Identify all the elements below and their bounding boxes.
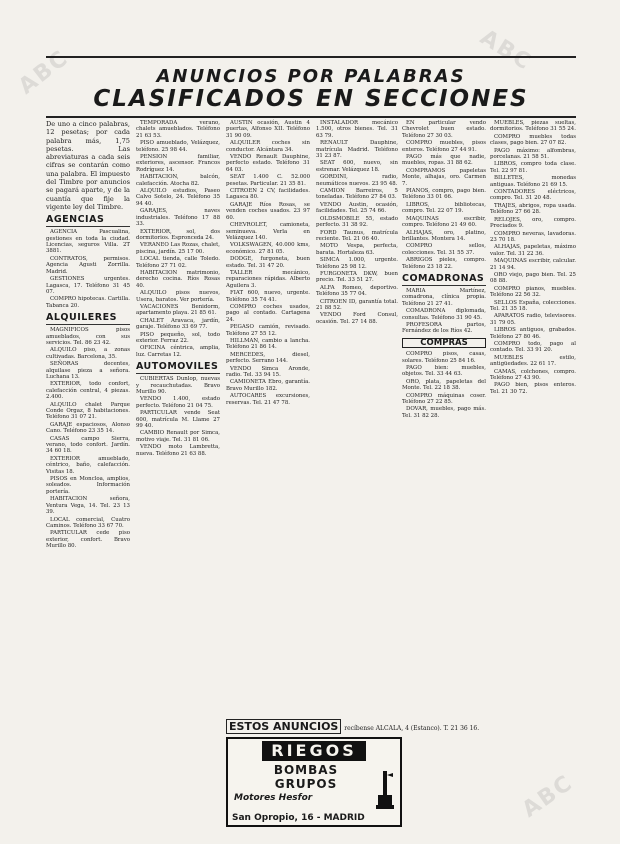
classified-ad: VENDO Simca Aronde, radio. Tel. 33 94 15.: [226, 365, 310, 379]
classified-ad: DOVAR, muebles, pago más. Tel. 31 82 28.: [402, 406, 486, 419]
abc-watermark: ABC: [517, 770, 579, 823]
classified-ad: APARATOS radio, televisores. 31 79 05.: [490, 313, 576, 326]
classified-ad: COMPRAMOS papeletas Monte, alhajas, oro. Carmen 7.: [402, 167, 486, 187]
classified-ad: COMPRO muebles todas clases, pago bien. 27 07 82.: [490, 133, 576, 147]
classified-ad: PARTICULAR cede piso exterior, confort. Bravo Murillo 80.: [46, 530, 130, 550]
classified-ad: CONTADORES eléctricos, compro. Tel. 31 20 48.: [490, 189, 576, 202]
classified-ad: VENDO Renault Dauphine, perfecto estado. Teléfono 31 64 03.: [226, 154, 310, 173]
classified-ad: EN particular vendo Chevrolet buen estado. Teléfono 27 30 03.: [402, 120, 486, 139]
classified-ad: CHEVROLET, camioneta, seminueva. Verla en Velázquez 140.: [226, 222, 310, 241]
classified-ad: LIBROS, compro toda clase. Tel. 22 97 81.: [490, 161, 576, 174]
classified-ad: FORD Taunus, matrícula reciente. Tel. 21 06 40.: [316, 229, 398, 242]
classified-ad: PEGASO camión, revisado. Teléfono 27 55 12.: [226, 324, 310, 337]
section-heading-alquileres: ALQUILERES: [46, 312, 130, 325]
classified-ad: MAQUINAS escribir, compro. Teléfono 21 49 60.: [402, 215, 486, 229]
classified-ad: AUSTIN ocasión, Austin 4 puertas, Alfonso XII. Teléfono 31 90 09.: [226, 120, 310, 139]
classified-ad: LIBROS antiguos, grabados. Teléfono 27 80 46.: [490, 327, 576, 340]
classified-ad: MUEBLES, piezas sueltas, dormitorios. Teléfono 31 55 24.: [490, 120, 576, 133]
classified-ad: COMPRO muebles, pisos enteros. Teléfono 27 44 91.: [402, 140, 486, 153]
classified-ad: COMPRO máquinas coser. Teléfono 27 22 85.: [402, 392, 486, 406]
classified-ad: FURGONETA DKW, buen precio. Tel. 33 51 27.: [316, 270, 398, 284]
column-6: [490, 120, 576, 820]
riegos-ad-grupos: GRUPOS: [274, 777, 338, 791]
classified-ad: GARAJE Ríos Rosas, se venden coches usados. 23 97 60.: [226, 201, 310, 221]
classified-ad: VOLKSWAGEN, 40.000 kms, económico. 27 81 05.: [226, 242, 310, 255]
classified-ad: COMPRO todo, pago al contado. Tel. 33 91 20.: [490, 341, 576, 354]
classified-ad: COMPRO sellos, colecciones. Tel. 31 55 37.: [402, 243, 486, 256]
classified-ad: PENSION familiar, exteriores, ascensor. Francos Rodríguez 14.: [136, 154, 220, 173]
section-heading-agencias: AGENCIAS: [46, 214, 130, 227]
classified-ad: COMPRO neveras, lavadoras. 23 70 18.: [490, 230, 576, 243]
classified-ad: VENDO 1.400, estado perfecto. Teléfono 21 04 75.: [136, 396, 220, 409]
classified-ad: CASAS campo Sierra, verano, todo confort. Jardín. 34 60 18.: [46, 435, 130, 455]
classified-ad: EXTERIOR, todo confort, calefacción central, 4 piezas. 2.400.: [46, 381, 130, 401]
header-title-line2: CLASIFICADOS EN SECCIONES: [93, 86, 529, 112]
classified-ad: MUEBLES estilo, antigüedades. 22 61 17.: [490, 354, 576, 368]
classified-ad: INSTALADOR mecánico 1.500, otros bienes. Tel. 31 63 79.: [316, 120, 398, 139]
riegos-ad-title: RIEGOS: [262, 741, 366, 761]
classified-ad: GORDINI, radio, neumáticos nuevos. 23 95 48.: [316, 174, 398, 187]
classified-ad: HABITACION matrimonio, derecho cocina. Ríos Rosas 40.: [136, 269, 220, 289]
classified-ad: COMPRO coches usados, pago al contado. Cartagena 24.: [226, 303, 310, 323]
column-5: [402, 120, 486, 820]
classified-ad: ALHAJAS, oro, platino, brillantes. Montera 14.: [402, 229, 486, 242]
classified-ad: PISO amueblado, Velázquez, teléfono. 25 98 44.: [136, 140, 220, 153]
classified-ad: SEÑORAS decentes, alquilase pieza a señora. Luchana 13.: [46, 361, 130, 380]
classified-ad: TALLER mecánico, reparaciones rápidas. Alberto Aguilera 3.: [226, 269, 310, 289]
classifieds-header: [46, 56, 576, 118]
classified-ad: CHALET Aravaca, jardín, garaje. Teléfono 33 69 77.: [136, 317, 220, 331]
classified-ad: ORO, plata, papeletas del Monte. Tel. 22 18 38.: [402, 378, 486, 392]
classified-ad: LOCAL tienda, calle Toledo. Teléfono 27 71 02.: [136, 256, 220, 269]
classified-ad: CAMBIO Renault por Simca, motivo viaje. Tel. 31 81 06.: [136, 430, 220, 443]
classified-ad: CUBIERTAS Dunlop, nuevas y recauchutadas. Bravo Murillo 90.: [136, 376, 220, 396]
header-title-line1: ANUNCIOS POR PALABRAS: [156, 66, 466, 87]
classified-ad: TRAJES, abrigos, ropa usada. Teléfono 27 66 28.: [490, 202, 576, 216]
classified-ad: ALQUILO estudios, Paseo Calvo Sotelo, 24. Teléfono 35 94 40.: [136, 188, 220, 207]
classified-ad: GESTIONES urgentes. Lagasca, 17. Teléfono 31 45 07.: [46, 276, 130, 295]
ad-submission-notice: [226, 720, 480, 734]
classified-ad: SELLOS España, colecciones. Tel. 21 35 18.: [490, 299, 576, 312]
classified-ad: CAMIONETA Ebro, garantía. Bravo Murillo 182.: [226, 379, 310, 392]
classified-ad: LOCAL comercial, Cuatro Caminos. Teléfono 33 67 70.: [46, 516, 130, 529]
classified-ad: COMADRONA diplomada, consultas. Teléfono 31 90 45.: [402, 308, 486, 321]
intro-rates-text: De uno a cinco palabras, 12 pesetas; por cada palabra más, 1,75 pesetas. Las abreviaturas a cada seis cifras se contarán como una palabra. El impuesto del Timbre por anuncios se pagará aparte, y de la cuantía que fije la vigente ley del Timbre.: [46, 120, 130, 211]
classified-ad: COMPRO hipotecas. Cartilla. Tabanca 20.: [46, 296, 130, 309]
classified-ad: PIANOS, compro, pago bien. Teléfono 33 01 66.: [402, 188, 486, 201]
column-4: [316, 120, 398, 716]
classified-ad: PAGO máximo: alfombras, porcelanas. 21 58 51.: [490, 147, 576, 161]
classified-ad: MERCEDES, diesel, perfecto. Serrano 144.: [226, 351, 310, 365]
classified-ad: ALQUILO pisos nuevos, Usera, baratos. Ver portería.: [136, 290, 220, 303]
classified-ad: VACACIONES Benidorm, apartamento playa. 21 85 61.: [136, 303, 220, 317]
classified-ad: SEAT 1.400 C. 52.000 pesetas. Particular. 21 35 81.: [226, 174, 310, 187]
column-3: [226, 120, 310, 716]
classified-ad: RENAULT Dauphine, matrícula Madrid. Teléfono 31 23 87.: [316, 140, 398, 160]
classified-ad: HABITACION señora, Ventura Vega, 14. Tel. 23 13 39.: [46, 496, 130, 516]
classified-ad: RELOJES, oro, compro. Preciados 9.: [490, 216, 576, 230]
classified-ad: SEAT 600, nuevo, sin estrenar. Velázquez 18.: [316, 160, 398, 173]
ad-notice-address: recíbense ALCALA, 4 (Estanco). T. 21 36 16.: [344, 725, 480, 732]
riegos-display-ad: [226, 737, 402, 827]
classified-ad: HILLMAN, cambio a lancha. Teléfono 21 86 14.: [226, 338, 310, 351]
classified-ad: ALQUILER coches sin conductor. Alcántara 34.: [226, 140, 310, 153]
classified-ad: FIAT 600, nuevo, urgente. Teléfono 35 74 41.: [226, 290, 310, 303]
classified-ad: EXTERIOR amueblado, céntrico, baño, calefacción. Visitas 18.: [46, 455, 130, 475]
classified-ad: ABRIGOS pieles, compro. Teléfono 23 18 22.: [402, 257, 486, 270]
classified-ad: MOTO Vespa, perfecta, barata. Hortaleza 63.: [316, 243, 398, 256]
classified-ad: COMPRO pisos, casas, solares. Teléfono 25 84 16.: [402, 351, 486, 364]
classified-ad: CITROEN ID, garantía total. 21 88 52.: [316, 298, 398, 311]
classified-ad: PAGO bien: muebles, objetos. Tel. 33 44 63.: [402, 365, 486, 378]
classified-ad: SIMCA 1.000, urgente. Teléfono 25 98 12.: [316, 257, 398, 270]
classified-ad: MARIA Martínez, comadrona, clínica propia. Teléfono 21 27 41.: [402, 287, 486, 307]
classified-ad: CAMION Barreiros, 5 toneladas. Teléfono 27 84 03.: [316, 188, 398, 201]
classified-ad: PROFESORA partos, Fernández de los Ríos 42.: [402, 321, 486, 335]
ad-notice-lead: ESTOS ANUNCIOS: [226, 719, 341, 734]
abc-watermark: ABC: [14, 45, 74, 100]
classified-ad: CONTRATOS, permisos. Agencia Agusti Zorrilla. Madrid.: [46, 255, 130, 275]
classified-ad: COMPRO pianos, muebles. Teléfono 22 56 32.: [490, 285, 576, 299]
classified-ad: TEMPORADA verano, chalets amueblados. Teléfono 21 63 53.: [136, 120, 220, 139]
classified-ad: MAGNIFICOS pisos amueblados, con sus servicios. Tel. 86 23 42.: [46, 327, 130, 346]
classified-ad: ALFA Romeo, deportivo. Teléfono 35 77 04.: [316, 284, 398, 298]
riegos-ad-bombas: BOMBAS: [273, 763, 339, 777]
section-heading-compras: COMPRAS: [402, 338, 486, 348]
classified-ad: PISO pequeño, sol, todo exterior. Ferraz 22.: [136, 331, 220, 344]
riegos-ad-address: San Opropio, 16 - MADRID: [232, 813, 365, 823]
column-2: [136, 120, 220, 820]
classified-ad: VERANEO Las Rozas, chalet, piscina, jardín. 25 17 00.: [136, 242, 220, 255]
riegos-ad-motors: Motores Hesfor: [234, 793, 313, 803]
classified-ad: ALHAJAS, papeletas, máximo valor. Tel. 31 22 36.: [490, 244, 576, 257]
classified-ad: ORO viejo, pago bien. Tel. 25 08 88.: [490, 271, 576, 285]
section-heading-automoviles: AUTOMOVILES: [136, 361, 219, 373]
classified-ad: EXTERIOR, sol, dos dormitorios. Espronceda 24.: [136, 228, 220, 241]
classified-ad: AGENCIA Pascualina, gestiones en toda la ciudad. Licencias, seguros Villa. 2T 3881.: [46, 229, 130, 255]
classified-ad: AUTOCARES excursiones, reservas. Tel. 21 47 78.: [226, 393, 310, 406]
classified-ad: MAQUINAS escribir, calcular. 21 14 94.: [490, 258, 576, 271]
classified-ad: CAMAS, colchones, compro. Teléfono 27 43 90.: [490, 368, 576, 382]
classified-ad: LIBROS, bibliotecas, compro. Tel. 22 07 19.: [402, 201, 486, 215]
classified-ad: ALQUILO piso, a zonas cultivadas. Barcelona, 35.: [46, 347, 130, 360]
classified-ad: CITROEN 2 CV, facilidades. Lagasca 80.: [226, 188, 310, 201]
classified-ad: GARAJE espaciosos, Alonso Cano. Teléfono 23 35 14.: [46, 421, 130, 435]
pump-illustration-icon: [376, 769, 394, 811]
column-1: [46, 120, 130, 820]
abc-watermark: ABC: [475, 25, 537, 76]
classified-ad: OFICINA céntrica, amplia, luz. Carretas 12.: [136, 345, 220, 358]
classified-ad: VENDO moto Lambretta, nueva. Teléfono 21 63 88.: [136, 444, 220, 457]
section-heading-comadronas: COMADRONAS: [402, 272, 485, 284]
classified-ad: HABITACION, balcón, calefacción. Atocha 82.: [136, 174, 220, 187]
classified-ad: VENDO Austin, ocasión, facilidades. Tel. 25 74 66.: [316, 201, 398, 215]
classified-ad: ALQUILO chalet Parque Conde Orgaz, 8 habitaciones. Teléfono 31 07 21.: [46, 401, 130, 421]
classified-ad: BILLETES, monedas antiguas. Teléfono 21 69 15.: [490, 175, 576, 188]
classified-ad: PAGO bien, pisos enteros. Tel. 21 30 72.: [490, 382, 576, 395]
classified-ad: GARAJES, naves industriales. Teléfono 17 88 33.: [136, 208, 220, 228]
classified-ad: PARTICULAR vende Seat 600, matrícula M. Llame 27 99 40.: [136, 410, 220, 430]
classified-ad: OLDSMOBILE 55, estado perfecto. 31 38 92.: [316, 215, 398, 229]
classified-ad: PISOS en Moncloa, amplios, soleados. Información portería.: [46, 476, 130, 495]
classified-ad: DODGE, furgoneta, buen estado. Tel. 31 47 20.: [226, 256, 310, 269]
classified-ad: PAGO más que nadie, muebles, ropas. 31 88 62.: [402, 154, 486, 167]
classified-ad: VENDO Ford Consul, ocasión. Tel. 27 14 88.: [316, 312, 398, 325]
